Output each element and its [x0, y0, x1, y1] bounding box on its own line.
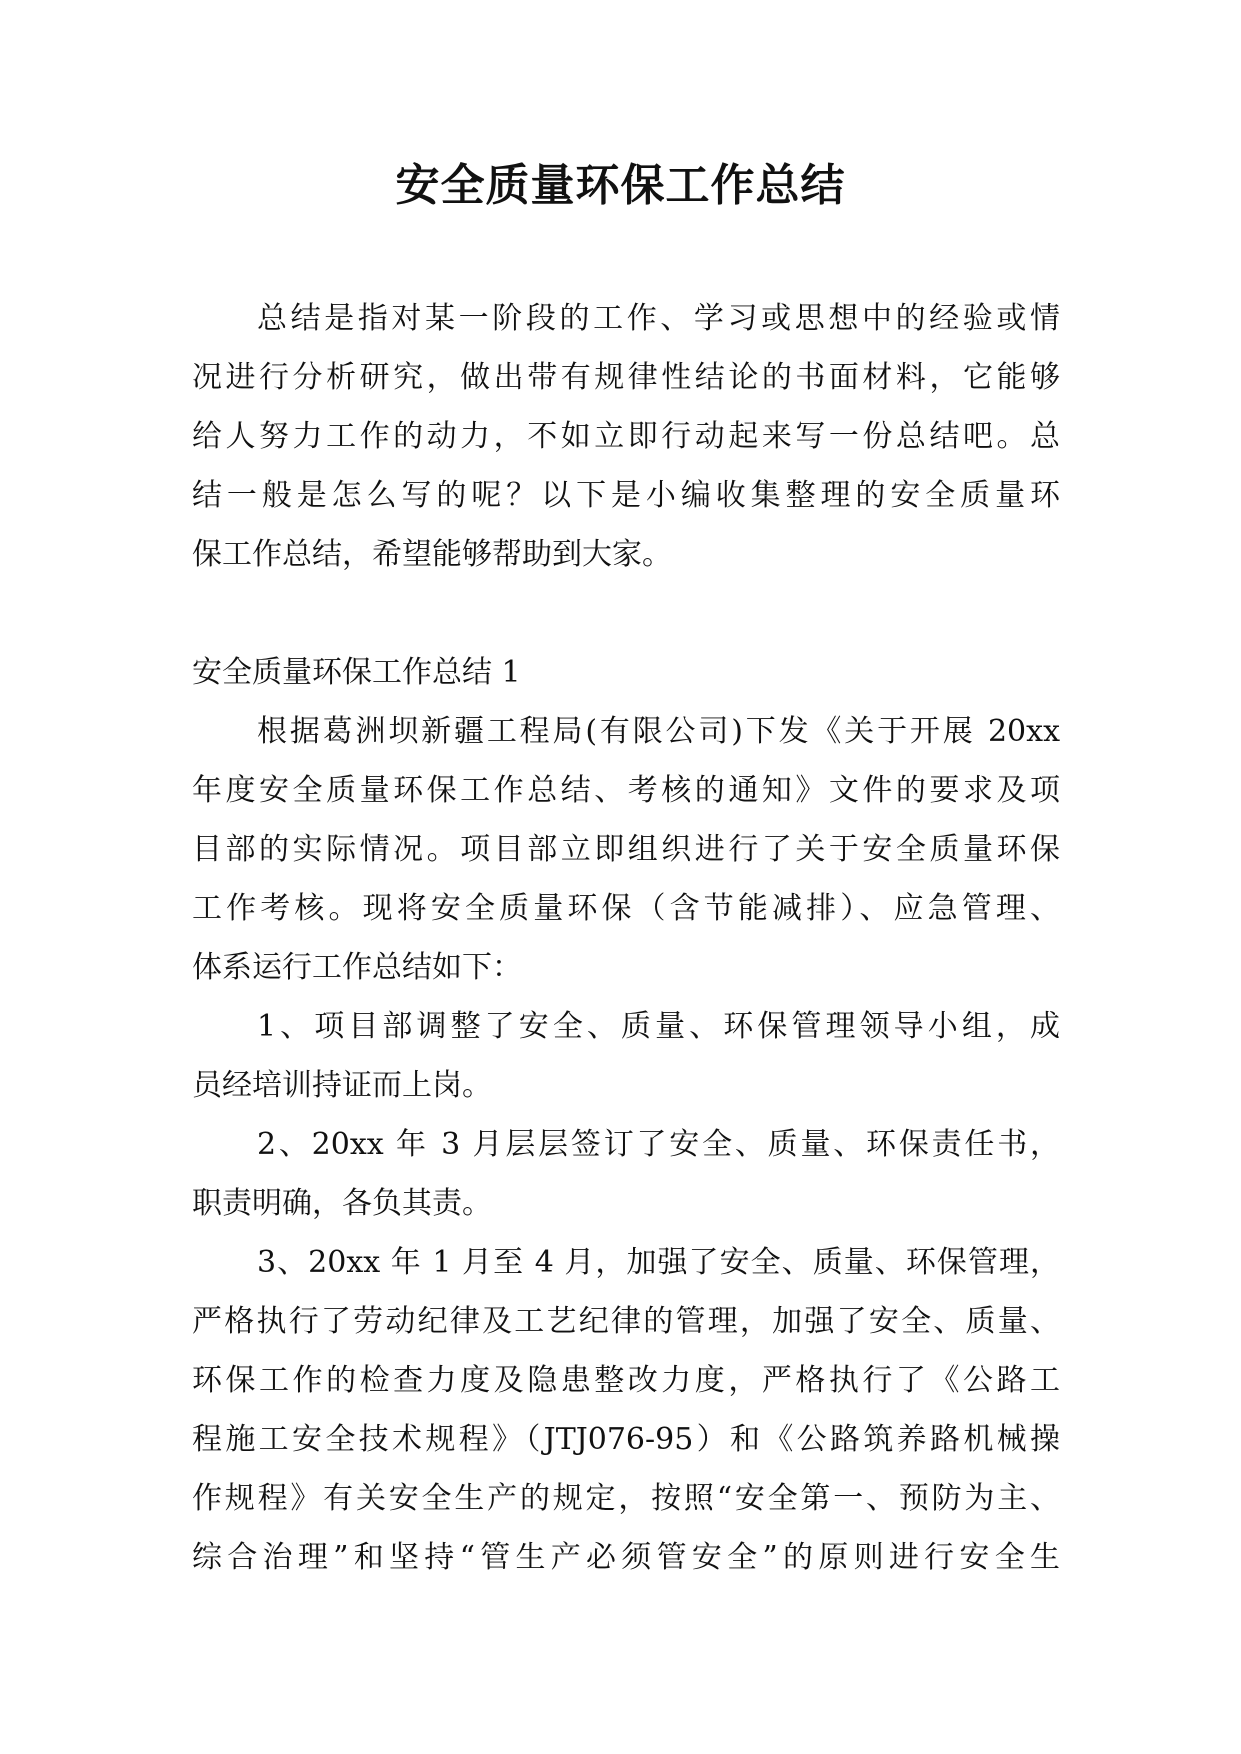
- paragraph-line: 2、20xx 年 3 月层层签订了安全、质量、环保责任书，: [257, 1127, 1060, 1162]
- paragraph-line: 给人努力工作的动力，不如立即行动起来写一份总结吧。总: [192, 419, 1060, 454]
- paragraph-line: 保工作总结，希望能够帮助到大家。: [192, 537, 672, 572]
- paragraph-line: 1、项目部调整了安全、质量、环保管理领导小组，成: [257, 1009, 1060, 1044]
- intro-paragraph: [192, 289, 1060, 584]
- paragraph-line: 工作考核。现将安全质量环保（含节能减排）、应急管理、: [192, 891, 1060, 926]
- body-paragraph: [192, 1233, 1060, 1587]
- paragraph-line: 职责明确，各负其责。: [192, 1186, 492, 1221]
- paragraph-line: 体系运行工作总结如下：: [192, 950, 522, 985]
- paragraph-line: 作规程》有关安全生产的规定，按照“安全第一、预防为主、: [192, 1481, 1060, 1516]
- body-paragraph: [192, 702, 1060, 997]
- paragraph-line: 员经培训持证而上岗。: [192, 1068, 492, 1103]
- paragraph-line: 结一般是怎么写的呢？以下是小编收集整理的安全质量环: [192, 478, 1060, 513]
- body-paragraph: [192, 1115, 1060, 1233]
- paragraph-line: 3、20xx 年 1 月至 4 月，加强了安全、质量、环保管理，: [257, 1245, 1060, 1280]
- paragraph-line: 程施工安全技术规程》（JTJ076-95）和《公路筑养路机械操: [192, 1422, 1060, 1457]
- paragraph-line: 总结是指对某一阶段的工作、学习或思想中的经验或情: [257, 301, 1060, 336]
- paragraph-line: 环保工作的检查力度及隐患整改力度，严格执行了《公路工: [192, 1363, 1060, 1398]
- paragraph-line: 严格执行了劳动纪律及工艺纪律的管理，加强了安全、质量、: [192, 1304, 1060, 1339]
- document-body: [192, 289, 1060, 1587]
- paragraph-line: 年度安全质量环保工作总结、考核的通知》文件的要求及项: [192, 773, 1060, 808]
- paragraph-line: 根据葛洲坝新疆工程局(有限公司)下发《关于开展 20xx: [257, 714, 1060, 749]
- body-paragraph: [192, 997, 1060, 1115]
- paragraph-line: 综合治理”和坚持“管生产必须管安全”的原则进行安全生: [192, 1540, 1060, 1575]
- blank-line: [192, 584, 1060, 643]
- document-title: 安全质量环保工作总结: [395, 160, 846, 211]
- paragraph-line: 况进行分析研究，做出带有规律性结论的书面材料，它能够: [192, 360, 1060, 395]
- section-heading: 安全质量环保工作总结 1: [192, 655, 521, 690]
- paragraph-line: 目部的实际情况。项目部立即组织进行了关于安全质量环保: [192, 832, 1060, 867]
